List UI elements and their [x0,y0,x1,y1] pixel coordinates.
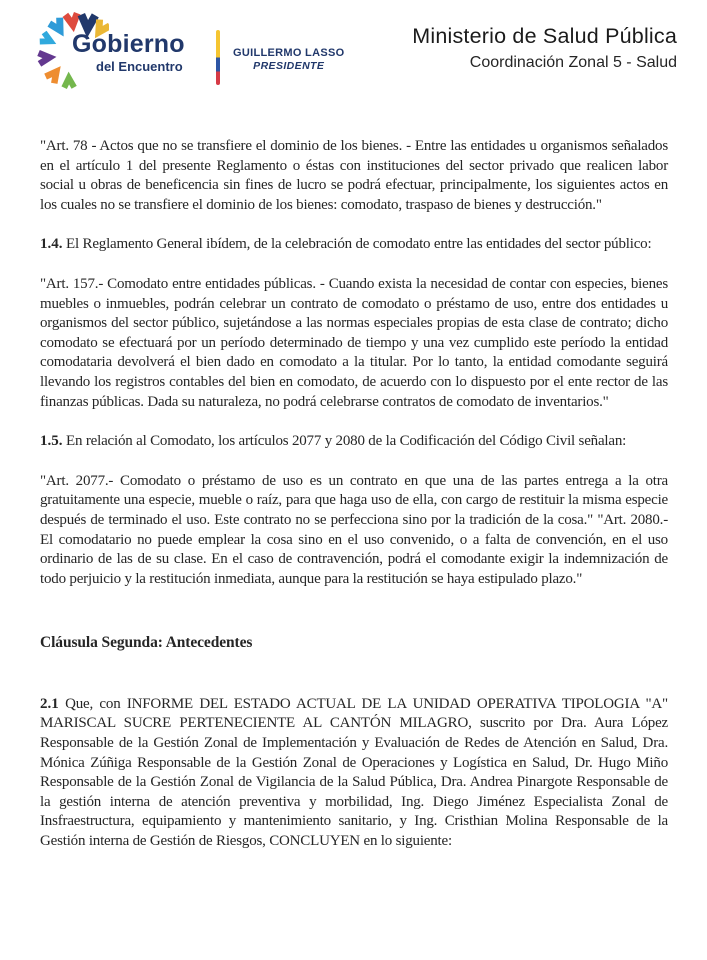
logo-brand-subtext: del Encuentro [96,59,183,74]
gobierno-del-encuentro-logo [35,8,365,100]
section-number-1-4: 1.4. [40,236,63,253]
president-name: GUILLERMO LASSO [233,47,345,59]
paragraph-art-2077-2080-text: "Art. 2077.- Comodato o préstamo de uso es un contrato en que una de las partes entrega a la otra gratuitamente una especie, mueble o raíz, para que haga uso de ella, con cargo de restituir la misma especie después de terminado el uso. Este contrato no se perfecciona sino por la tradición de la cosa." "Art. 2080.- El comodatario no puede emplear la cosa sino en el uso convenido, o a falta de convención, en el uso ordinario de las de su clase. En el caso de contravención, podrá el comodante exigir la indemnización de todo perjuicio y la restitución inmediata, aunque para la restitución se haya estipulado plazo." [40,472,668,587]
section-number-1-5: 1.5. [40,433,63,450]
paragraph-art-2077-2080 [40,472,668,590]
section-number-2-1: 2.1 [40,695,59,712]
paragraph-1-4-text: El Reglamento General ibídem, de la celebración de comodato entre las entidades del sector público: [62,236,652,253]
ministry-header [412,24,677,72]
logo-brand-text: Gobierno [72,30,185,58]
paragraph-1-5-text: En relación al Comodato, los artículos 2077 y 2080 de la Codificación del Código Civil señalan: [62,433,627,450]
paragraph-art-157-text: "Art. 157.- Comodato entre entidades públicas. - Cuando exista la necesidad de contar con especies, bienes muebles o inmuebles, podrán celebrar un contrato de comodato o préstamo de uso, entre dos entidades u organismos del sector público, sujetándose a las normas especiales propias de esta clase de contrato; dicho comodato se efectuará por un período determinado de tiempo y una vez cumplido este período la entidad comodataria devolverá el bien dado en comodato a la titular. Por lo tanto, la entidad comodante seguirá llevando los registros contables del bien en comodato, de acuerdo con lo dispuesto por el ente rector de las finanzas públicas. Dada su naturaleza, no podrá celebrarse contratos de comodato de inventarios." [40,275,668,410]
page-header [35,8,677,100]
paragraph-1-4 [40,235,668,255]
paragraph-art-78 [40,137,668,215]
paragraph-art-78-text: "Art. 78 - Actos que no se transfiere el dominio de los bienes. - Entre las entidades u organismos señalados en el artículo 1 del presente Reglamento o éstas con instituciones del sector privado que realicen labor social u obras de beneficencia sin fines de lucro se podrá efectuar, principalmente, los siguientes actos en los cuales no se transfiere el dominio de los bienes: comodato, traspaso de bienes y destrucción." [40,138,668,213]
logo-brand [72,32,185,73]
department-subtitle: Coordinación Zonal 5 - Salud [469,54,677,71]
document-body [40,137,668,872]
paragraph-art-157 [40,275,668,412]
paragraph-2-1-text: Que, con INFORME DEL ESTADO ACTUAL DE LA UNIDAD OPERATIVA TIPOLOGIA "A" MARISCAL SUCRE PERTENECIENTE AL CANTÓN MILAGRO, suscrito por Dra. Aura López Responsable de la Gestión Zonal de Implementación y Evaluación de Redes de Atención en Salud, Dra. Mónica Zúñiga Responsable de la Gestión Zonal de Operaciones y Logística en Salud, Dr. Hugo Miño Responsable de la Gestión Zonal de Vigilancia de la Salud Pública, Dra. Andrea Pinargote Responsable de la gestión interna de atención preventiva y morbilidad, Ing. Diego Jiménez Especialista Zonal de Insfraestructura, equipamiento y mantenimiento sanitario, y Ing. Cristhian Molina Responsable de la Gestión interna de Gestión de Riesgos, CONCLUYEN en lo siguiente: [40,695,668,850]
ecuador-flag-divider-icon [216,30,220,85]
paragraph-1-5 [40,432,668,452]
president-title: PRESIDENTE [253,59,325,72]
clausula-segunda-heading: Cláusula Segunda: Antecedentes [40,634,253,652]
ministry-title: Ministerio de Salud Pública [412,24,677,48]
paragraph-2-1 [40,695,668,852]
president-block [233,47,344,72]
